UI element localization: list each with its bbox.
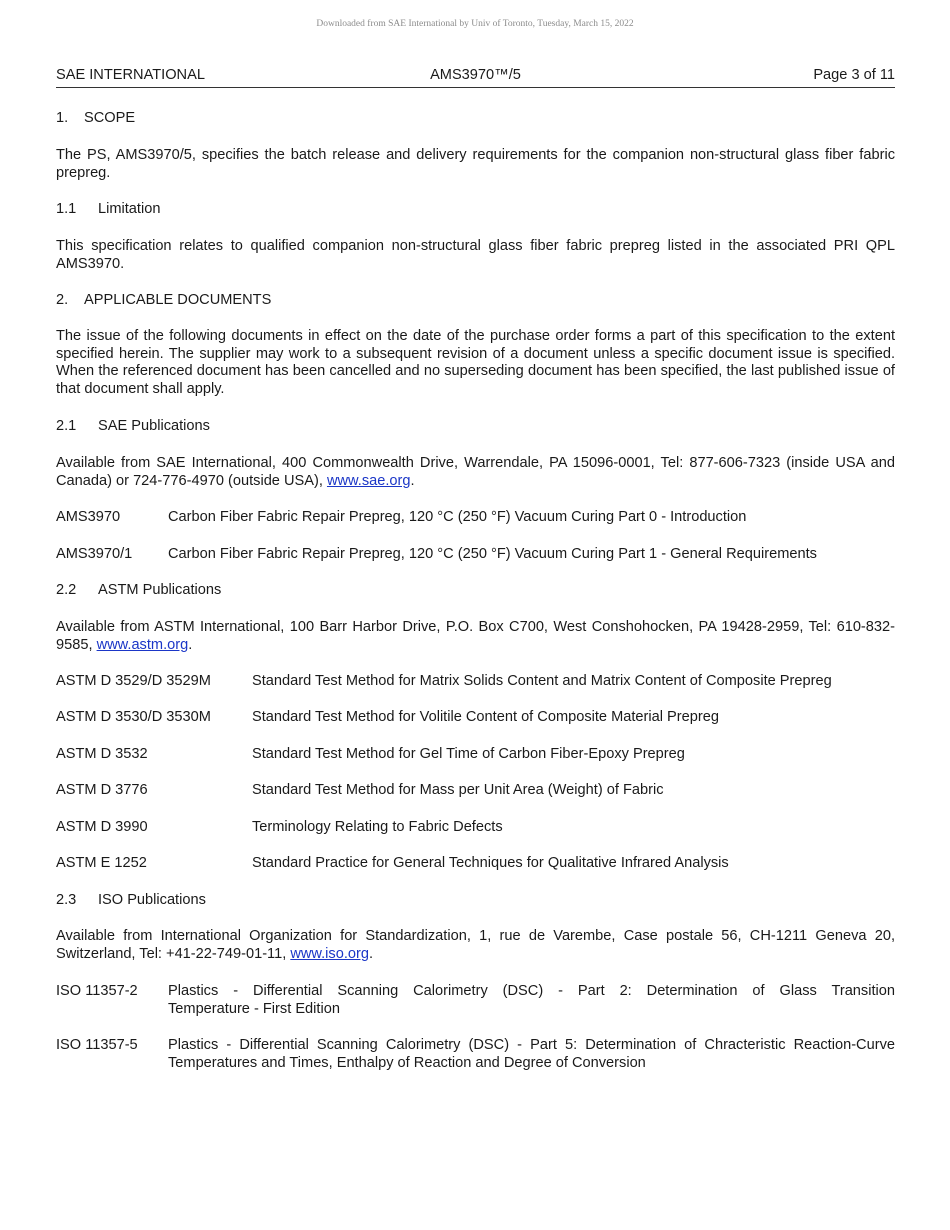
iso-availability-text: Available from International Organization for Standardization, 1, rue de Varembe, Case postale 56, CH-1211 Geneva 20, Switzerland, Tel: +41-22-749-01-11, [56,928,895,962]
iso-website-link[interactable]: www.iso.org [290,945,369,962]
download-watermark: Downloaded from SAE International by Univ of Toronto, Tuesday, March 15, 2022 [316,19,634,29]
reference-code: ISO 11357-2 [56,983,138,999]
subsection-title: SAE Publications [98,418,210,434]
reference-title-line: Plastics - Differential Scanning Calorimetry (DSC) - Part 2: Determination of Glass Transition [168,983,895,999]
reference-entry [56,855,895,873]
applicable-documents-paragraph: The issue of the following documents in effect on the date of the purchase order forms a part of this specification to the extent specified herein. The supplier may work to a subsequent revision of a document unless a specific document issue is specified. When the referenced document has been cancelled and no superseding document has been specified, the last published issue of that document shall apply. [56,328,895,397]
reference-title [168,983,895,1018]
limitation-paragraph: This specification relates to qualified companion non-structural glass fiber fabric prepreg listed in the associated PRI QPL AMS3970. [56,238,895,272]
subsection-number: 2.1 [56,418,77,434]
reference-entry [56,983,895,1018]
sae-availability-paragraph [56,455,895,490]
subsection-title: ASTM Publications [98,582,222,598]
reference-title: Standard Test Method for Matrix Solids Content and Matrix Content of Composite Prepreg [252,673,832,689]
reference-title: Standard Test Method for Volitile Content of Composite Material Prepreg [252,709,719,725]
sentence-end: . [410,472,415,489]
reference-code: ASTM D 3530/D 3530M [56,709,211,725]
subsection-heading-limitation [56,201,895,219]
reference-code: AMS3970/1 [56,546,133,562]
reference-code: ASTM D 3776 [56,782,148,798]
section-heading-scope [56,110,895,128]
astm-website-link[interactable]: www.astm.org [96,636,189,653]
reference-entry [56,782,895,800]
reference-title: Terminology Relating to Fabric Defects [252,819,503,835]
reference-title: Carbon Fiber Fabric Repair Prepreg, 120 °C (250 °F) Vacuum Curing Part 0 - Introduction [168,509,747,525]
reference-entry [56,746,895,764]
page-header [56,67,895,88]
scope-paragraph: The PS, AMS3970/5, specifies the batch release and delivery requirements for the companion non-structural glass fiber fabric prepreg. [56,147,895,181]
reference-entry [56,819,895,837]
astm-availability-paragraph [56,619,895,654]
section-heading-applicable-documents [56,292,895,310]
reference-entry [56,673,895,691]
header-document-number: AMS3970™/5 [430,67,521,83]
header-organization: SAE INTERNATIONAL [56,67,205,83]
section-number: 1. [56,110,69,126]
sentence-end: . [188,636,193,653]
subsection-heading-astm [56,582,895,600]
reference-code: ASTM D 3990 [56,819,148,835]
sentence-end: . [368,945,374,962]
reference-code: ASTM E 1252 [56,855,147,871]
reference-code: ASTM D 3532 [56,746,148,762]
astm-availability-text: Available from ASTM International, 100 Barr Harbor Drive, P.O. Box C700, West Conshohocken, PA 19428-2959, Tel: 610-832-9585, [56,619,895,653]
reference-title-line: Plastics - Differential Scanning Calorimetry (DSC) - Part 5: Determination of Chracteristic Reaction-Curve [168,1037,895,1053]
subsection-heading-sae [56,418,895,436]
subsection-number: 2.3 [56,892,77,908]
header-page-number: Page 3 of 11 [813,67,895,83]
sae-website-link[interactable]: www.sae.org [326,472,411,489]
reference-code: AMS3970 [56,509,121,525]
reference-entry [56,509,895,527]
subsection-heading-iso [56,892,895,910]
reference-title: Standard Test Method for Gel Time of Carbon Fiber-Epoxy Prepreg [252,746,685,762]
subsection-title: ISO Publications [98,892,206,908]
reference-entry [56,546,895,564]
reference-title: Standard Test Method for Mass per Unit Area (Weight) of Fabric [252,782,664,798]
reference-title [168,1037,895,1072]
reference-entry [56,709,895,727]
reference-title-line: Temperature - First Edition [168,1000,340,1017]
reference-code: ISO 11357-5 [56,1037,138,1053]
reference-entry [56,1037,895,1072]
section-title: SCOPE [84,110,136,126]
subsection-number: 2.2 [56,582,77,598]
reference-code: ASTM D 3529/D 3529M [56,673,211,689]
iso-availability-paragraph [56,928,895,963]
subsection-title: Limitation [98,201,161,217]
sae-availability-text: Available from SAE International, 400 Commonwealth Drive, Warrendale, PA 15096-0001, Tel: 877-606-7323 (inside USA and Canada) or 724-776-4970 (outside USA), [56,455,895,489]
reference-title-line: Temperatures and Times, Enthalpy of Reaction and Degree of Conversion [168,1054,646,1071]
reference-title: Carbon Fiber Fabric Repair Prepreg, 120 °C (250 °F) Vacuum Curing Part 1 - General Requirements [168,546,817,562]
subsection-number: 1.1 [56,201,77,217]
reference-title: Standard Practice for General Techniques for Qualitative Infrared Analysis [252,855,729,871]
section-title: APPLICABLE DOCUMENTS [84,292,272,308]
section-number: 2. [56,292,69,308]
